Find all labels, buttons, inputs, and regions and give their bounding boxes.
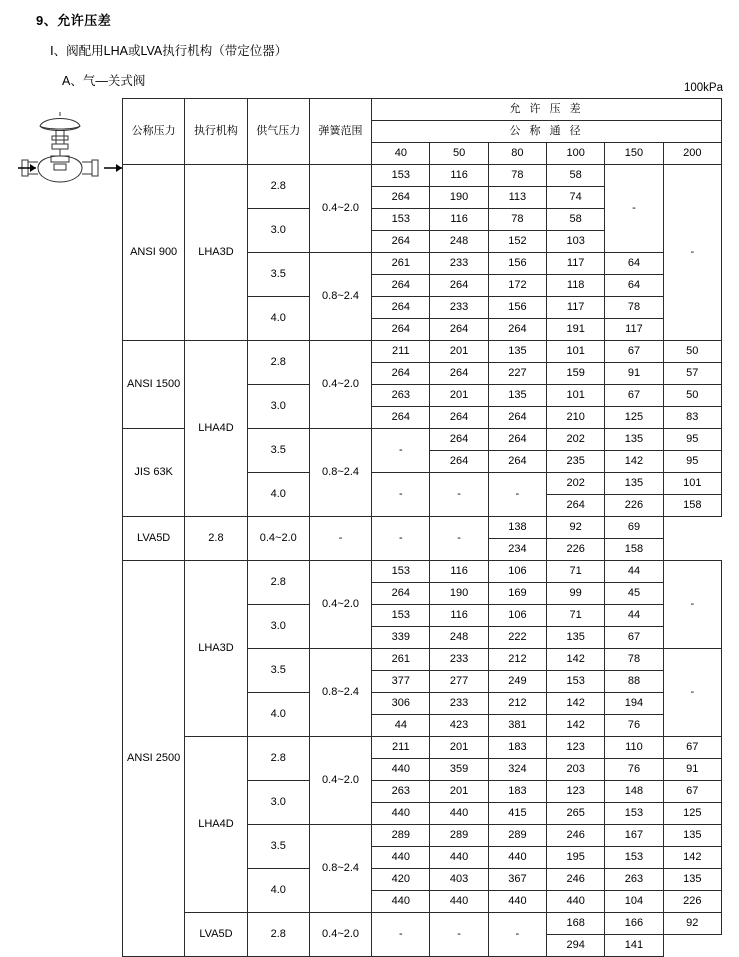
cell-value: 142 [547, 715, 605, 737]
cell-value: 74 [547, 187, 605, 209]
cell-value: 95 [663, 429, 721, 451]
table-header-row [123, 99, 722, 121]
cell-value: 135 [605, 473, 663, 495]
cell-value: 233 [430, 253, 488, 275]
cell-value: 64 [605, 275, 663, 297]
cell-supply-pressure: 2.8 [185, 517, 247, 561]
cell-value: 249 [488, 671, 546, 693]
cell-value: 264 [430, 363, 488, 385]
cell-supply-pressure: 2.8 [247, 737, 309, 781]
cell-value: 264 [547, 495, 605, 517]
cell-value: - [372, 913, 430, 957]
cell-value: 264 [372, 363, 430, 385]
cell-value: 92 [663, 913, 721, 935]
cell-value: 135 [605, 429, 663, 451]
cell-value: 58 [547, 165, 605, 187]
cell-value: 153 [372, 561, 430, 583]
cell-value: 58 [547, 209, 605, 231]
cell-supply-pressure: 3.0 [247, 605, 309, 649]
cell-value: 148 [605, 781, 663, 803]
header-diameter-80: 80 [488, 143, 546, 165]
cell-value: 44 [372, 715, 430, 737]
cell-value: 153 [372, 165, 430, 187]
cell-value: 135 [663, 825, 721, 847]
header-spring-range: 弹簧范围 [309, 99, 371, 165]
cell-value: 194 [605, 693, 663, 715]
cell-value: 123 [547, 737, 605, 759]
cell-value: 190 [430, 583, 488, 605]
cell-actuator: LHA4D [185, 341, 247, 517]
cell-value: 101 [663, 473, 721, 495]
cell-spring-range: 0.4~2.0 [309, 341, 371, 429]
cell-value: 261 [372, 649, 430, 671]
cell-value: 123 [547, 781, 605, 803]
cell-value: 135 [547, 627, 605, 649]
cell-value: 113 [488, 187, 546, 209]
cell-actuator: LVA5D [123, 517, 185, 561]
cell-value: 135 [488, 385, 546, 407]
cell-value: 78 [488, 165, 546, 187]
cell-value: 135 [663, 869, 721, 891]
cell-spring-range: 0.4~2.0 [309, 913, 371, 957]
cell-supply-pressure: 2.8 [247, 913, 309, 957]
cell-value: 153 [605, 803, 663, 825]
unit-note: 100kPa [683, 82, 723, 94]
cell-value: 440 [488, 891, 546, 913]
cell-value: 106 [488, 561, 546, 583]
cell-value: 359 [430, 759, 488, 781]
cell-value: 440 [430, 847, 488, 869]
header-actuator: 执行机构 [185, 99, 247, 165]
cell-value: 116 [430, 561, 488, 583]
cell-value: 201 [430, 737, 488, 759]
cell-value: 264 [372, 407, 430, 429]
document-page [0, 10, 739, 951]
cell-value: 95 [663, 451, 721, 473]
cell-value: 67 [663, 781, 721, 803]
cell-value: 233 [430, 693, 488, 715]
cell-value: 226 [663, 891, 721, 913]
cell-value: 142 [663, 847, 721, 869]
header-allowable-difference: 允 许 压 差 [372, 99, 722, 121]
cell-value: 110 [605, 737, 663, 759]
header-diameter-50: 50 [430, 143, 488, 165]
cell-value: 142 [547, 693, 605, 715]
cell-value: 264 [488, 407, 546, 429]
cell-value: 248 [430, 231, 488, 253]
cell-nominal-pressure: ANSI 2500 [123, 561, 185, 957]
cell-value: 440 [372, 891, 430, 913]
cell-value: 156 [488, 253, 546, 275]
cell-value: 183 [488, 781, 546, 803]
cell-value: 264 [372, 583, 430, 605]
cell-actuator: LVA5D [185, 913, 247, 957]
cell-value: 91 [605, 363, 663, 385]
cell-value: 169 [488, 583, 546, 605]
section-heading: 9、允许压差 [36, 13, 112, 28]
cell-value: 289 [372, 825, 430, 847]
cell-value: 277 [430, 671, 488, 693]
header-supply-pressure: 供气压力 [247, 99, 309, 165]
cell-value: 265 [547, 803, 605, 825]
cell-value: 440 [547, 891, 605, 913]
cell-value: 440 [372, 803, 430, 825]
cell-spring-range: 0.4~2.0 [247, 517, 309, 561]
cell-value: 264 [488, 451, 546, 473]
cell-value: 69 [605, 517, 663, 539]
cell-value: 183 [488, 737, 546, 759]
cell-value: 117 [547, 297, 605, 319]
cell-spring-range: 0.8~2.4 [309, 649, 371, 737]
cell-value: 420 [372, 869, 430, 891]
cell-value: 116 [430, 165, 488, 187]
cell-value: 153 [605, 847, 663, 869]
cell-value: 138 [488, 517, 546, 539]
cell-spring-range: 0.4~2.0 [309, 737, 371, 825]
header-diameter-150: 150 [605, 143, 663, 165]
cell-value: - [605, 165, 663, 253]
cell-value: 289 [430, 825, 488, 847]
table-row [123, 913, 722, 935]
cell-supply-pressure: 2.8 [247, 165, 309, 209]
cell-value: 306 [372, 693, 430, 715]
cell-value: - [663, 649, 721, 737]
cell-value: 264 [372, 231, 430, 253]
cell-value: 210 [547, 407, 605, 429]
cell-value: 403 [430, 869, 488, 891]
cell-spring-range: 0.8~2.4 [309, 825, 371, 913]
cell-value: 202 [547, 429, 605, 451]
cell-value: 212 [488, 649, 546, 671]
cell-value: 440 [430, 803, 488, 825]
cell-value: 233 [430, 649, 488, 671]
header-diameter-100: 100 [547, 143, 605, 165]
cell-value: 211 [372, 737, 430, 759]
cell-value: 202 [547, 473, 605, 495]
cell-value: 264 [430, 451, 488, 473]
cell-value: 76 [605, 759, 663, 781]
header-diameter-40: 40 [372, 143, 430, 165]
cell-value: 227 [488, 363, 546, 385]
subsection-heading: Ⅰ、阀配用LHA或LVA执行机构（带定位器） [50, 44, 288, 58]
cell-value: 152 [488, 231, 546, 253]
cell-supply-pressure: 3.5 [247, 649, 309, 693]
cell-value: 381 [488, 715, 546, 737]
table-row [123, 341, 722, 363]
cell-value: 158 [605, 539, 663, 561]
cell-value: - [372, 517, 430, 561]
cell-value: 166 [605, 913, 663, 935]
cell-value: 78 [488, 209, 546, 231]
cell-value: - [430, 517, 488, 561]
cell-value: 71 [547, 605, 605, 627]
cell-value: 190 [430, 187, 488, 209]
cell-supply-pressure: 3.0 [247, 209, 309, 253]
cell-nominal-pressure: ANSI 900 [123, 165, 185, 341]
cell-supply-pressure: 2.8 [247, 561, 309, 605]
cell-value: 135 [488, 341, 546, 363]
cell-nominal-pressure: ANSI 1500 [123, 341, 185, 429]
cell-value: 440 [488, 847, 546, 869]
cell-value: 142 [605, 451, 663, 473]
cell-value: 78 [605, 297, 663, 319]
cell-value: 264 [430, 275, 488, 297]
cell-value: 167 [605, 825, 663, 847]
cell-value: 264 [372, 187, 430, 209]
cell-actuator: LHA3D [185, 165, 247, 341]
cell-value: 264 [430, 319, 488, 341]
cell-supply-pressure: 2.8 [247, 341, 309, 385]
cell-value: - [488, 913, 546, 957]
cell-value: 153 [547, 671, 605, 693]
cell-value: 440 [372, 759, 430, 781]
cell-value: 103 [547, 231, 605, 253]
cell-value: 226 [547, 539, 605, 561]
cell-supply-pressure: 3.5 [247, 253, 309, 297]
cell-value: - [372, 429, 430, 473]
cell-value: 106 [488, 605, 546, 627]
cell-value: 264 [372, 297, 430, 319]
cell-value: 440 [430, 891, 488, 913]
cell-value: 78 [605, 649, 663, 671]
header-nominal-pressure: 公称压力 [123, 99, 185, 165]
cell-value: 67 [663, 737, 721, 759]
cell-value: 158 [663, 495, 721, 517]
cell-value: 264 [372, 319, 430, 341]
cell-value: 64 [605, 253, 663, 275]
cell-value: 440 [372, 847, 430, 869]
cell-value: 117 [547, 253, 605, 275]
pressure-table [122, 98, 722, 957]
cell-value: 289 [488, 825, 546, 847]
cell-value: 116 [430, 605, 488, 627]
cell-value: 264 [488, 319, 546, 341]
cell-spring-range: 0.4~2.0 [309, 561, 371, 649]
cell-value: 153 [372, 605, 430, 627]
table-row [123, 517, 722, 539]
cell-value: 57 [663, 363, 721, 385]
cell-supply-pressure: 3.5 [247, 429, 309, 473]
cell-value: 45 [605, 583, 663, 605]
cell-value: 211 [372, 341, 430, 363]
cell-value: 339 [372, 627, 430, 649]
cell-value: 226 [605, 495, 663, 517]
cell-value: 91 [663, 759, 721, 781]
table-row [123, 561, 722, 583]
cell-value: 263 [372, 781, 430, 803]
cell-value: 233 [430, 297, 488, 319]
cell-value: 246 [547, 825, 605, 847]
cell-value: 76 [605, 715, 663, 737]
cell-value: 294 [547, 935, 605, 957]
cell-value: 203 [547, 759, 605, 781]
cell-value: 191 [547, 319, 605, 341]
cell-value: 264 [488, 429, 546, 451]
cell-value: 201 [430, 341, 488, 363]
cell-value: 117 [605, 319, 663, 341]
cell-value: 195 [547, 847, 605, 869]
cell-value: 201 [430, 781, 488, 803]
cell-value: 88 [605, 671, 663, 693]
cell-supply-pressure: 4.0 [247, 473, 309, 517]
cell-value: - [430, 473, 488, 517]
cell-value: 263 [372, 385, 430, 407]
cell-supply-pressure: 4.0 [247, 693, 309, 737]
cell-value: 367 [488, 869, 546, 891]
allowable-pressure-difference-table [122, 98, 722, 957]
cell-value: 71 [547, 561, 605, 583]
cell-value: - [309, 517, 371, 561]
cell-value: 50 [663, 341, 721, 363]
cell-value: - [430, 913, 488, 957]
cell-value: 92 [547, 517, 605, 539]
cell-supply-pressure: 3.0 [247, 385, 309, 429]
cell-value: 222 [488, 627, 546, 649]
cell-actuator: LHA3D [185, 561, 247, 737]
cell-value: - [488, 473, 546, 517]
cell-value: 118 [547, 275, 605, 297]
cell-value: 99 [547, 583, 605, 605]
cell-value: - [663, 165, 721, 341]
cell-value: - [663, 561, 721, 649]
cell-value: 377 [372, 671, 430, 693]
cell-actuator: LHA4D [185, 737, 247, 913]
cell-value: 44 [605, 605, 663, 627]
cell-value: 261 [372, 253, 430, 275]
cell-value: 153 [372, 209, 430, 231]
cell-value: 83 [663, 407, 721, 429]
table-row [123, 165, 722, 187]
cell-value: 264 [430, 407, 488, 429]
cell-value: 263 [605, 869, 663, 891]
cell-value: 50 [663, 385, 721, 407]
cell-value: 264 [430, 429, 488, 451]
cell-value: 116 [430, 209, 488, 231]
cell-value: 201 [430, 385, 488, 407]
cell-value: 125 [605, 407, 663, 429]
cell-value: 235 [547, 451, 605, 473]
header-nominal-diameter: 公 称 通 径 [372, 121, 722, 143]
table-row [123, 737, 722, 759]
cell-supply-pressure: 3.5 [247, 825, 309, 869]
cell-value: 125 [663, 803, 721, 825]
globe-valve-diagram [18, 110, 122, 200]
cell-value: 156 [488, 297, 546, 319]
cell-value: 67 [605, 341, 663, 363]
cell-spring-range: 0.8~2.4 [309, 429, 371, 517]
cell-value: 159 [547, 363, 605, 385]
cell-value: - [372, 473, 430, 517]
cell-supply-pressure: 3.0 [247, 781, 309, 825]
cell-spring-range: 0.8~2.4 [309, 253, 371, 341]
cell-value: 234 [488, 539, 546, 561]
cell-value: 67 [605, 385, 663, 407]
table-body [123, 99, 722, 957]
cell-value: 141 [605, 935, 663, 957]
cell-value: 423 [430, 715, 488, 737]
cell-spring-range: 0.4~2.0 [309, 165, 371, 253]
cell-value: 101 [547, 385, 605, 407]
cell-value: 142 [547, 649, 605, 671]
cell-nominal-pressure: JIS 63K [123, 429, 185, 517]
cell-value: 264 [372, 275, 430, 297]
cell-value: 101 [547, 341, 605, 363]
cell-value: 246 [547, 869, 605, 891]
cell-value: 248 [430, 627, 488, 649]
subsubsection-heading: A、气—关式阀 [62, 74, 146, 88]
cell-value: 212 [488, 693, 546, 715]
cell-supply-pressure: 4.0 [247, 297, 309, 341]
cell-value: 168 [547, 913, 605, 935]
cell-value: 415 [488, 803, 546, 825]
header-diameter-200: 200 [663, 143, 721, 165]
cell-value: 44 [605, 561, 663, 583]
cell-supply-pressure: 4.0 [247, 869, 309, 913]
cell-value: 67 [605, 627, 663, 649]
cell-value: 324 [488, 759, 546, 781]
cell-value: 104 [605, 891, 663, 913]
cell-value: 172 [488, 275, 546, 297]
